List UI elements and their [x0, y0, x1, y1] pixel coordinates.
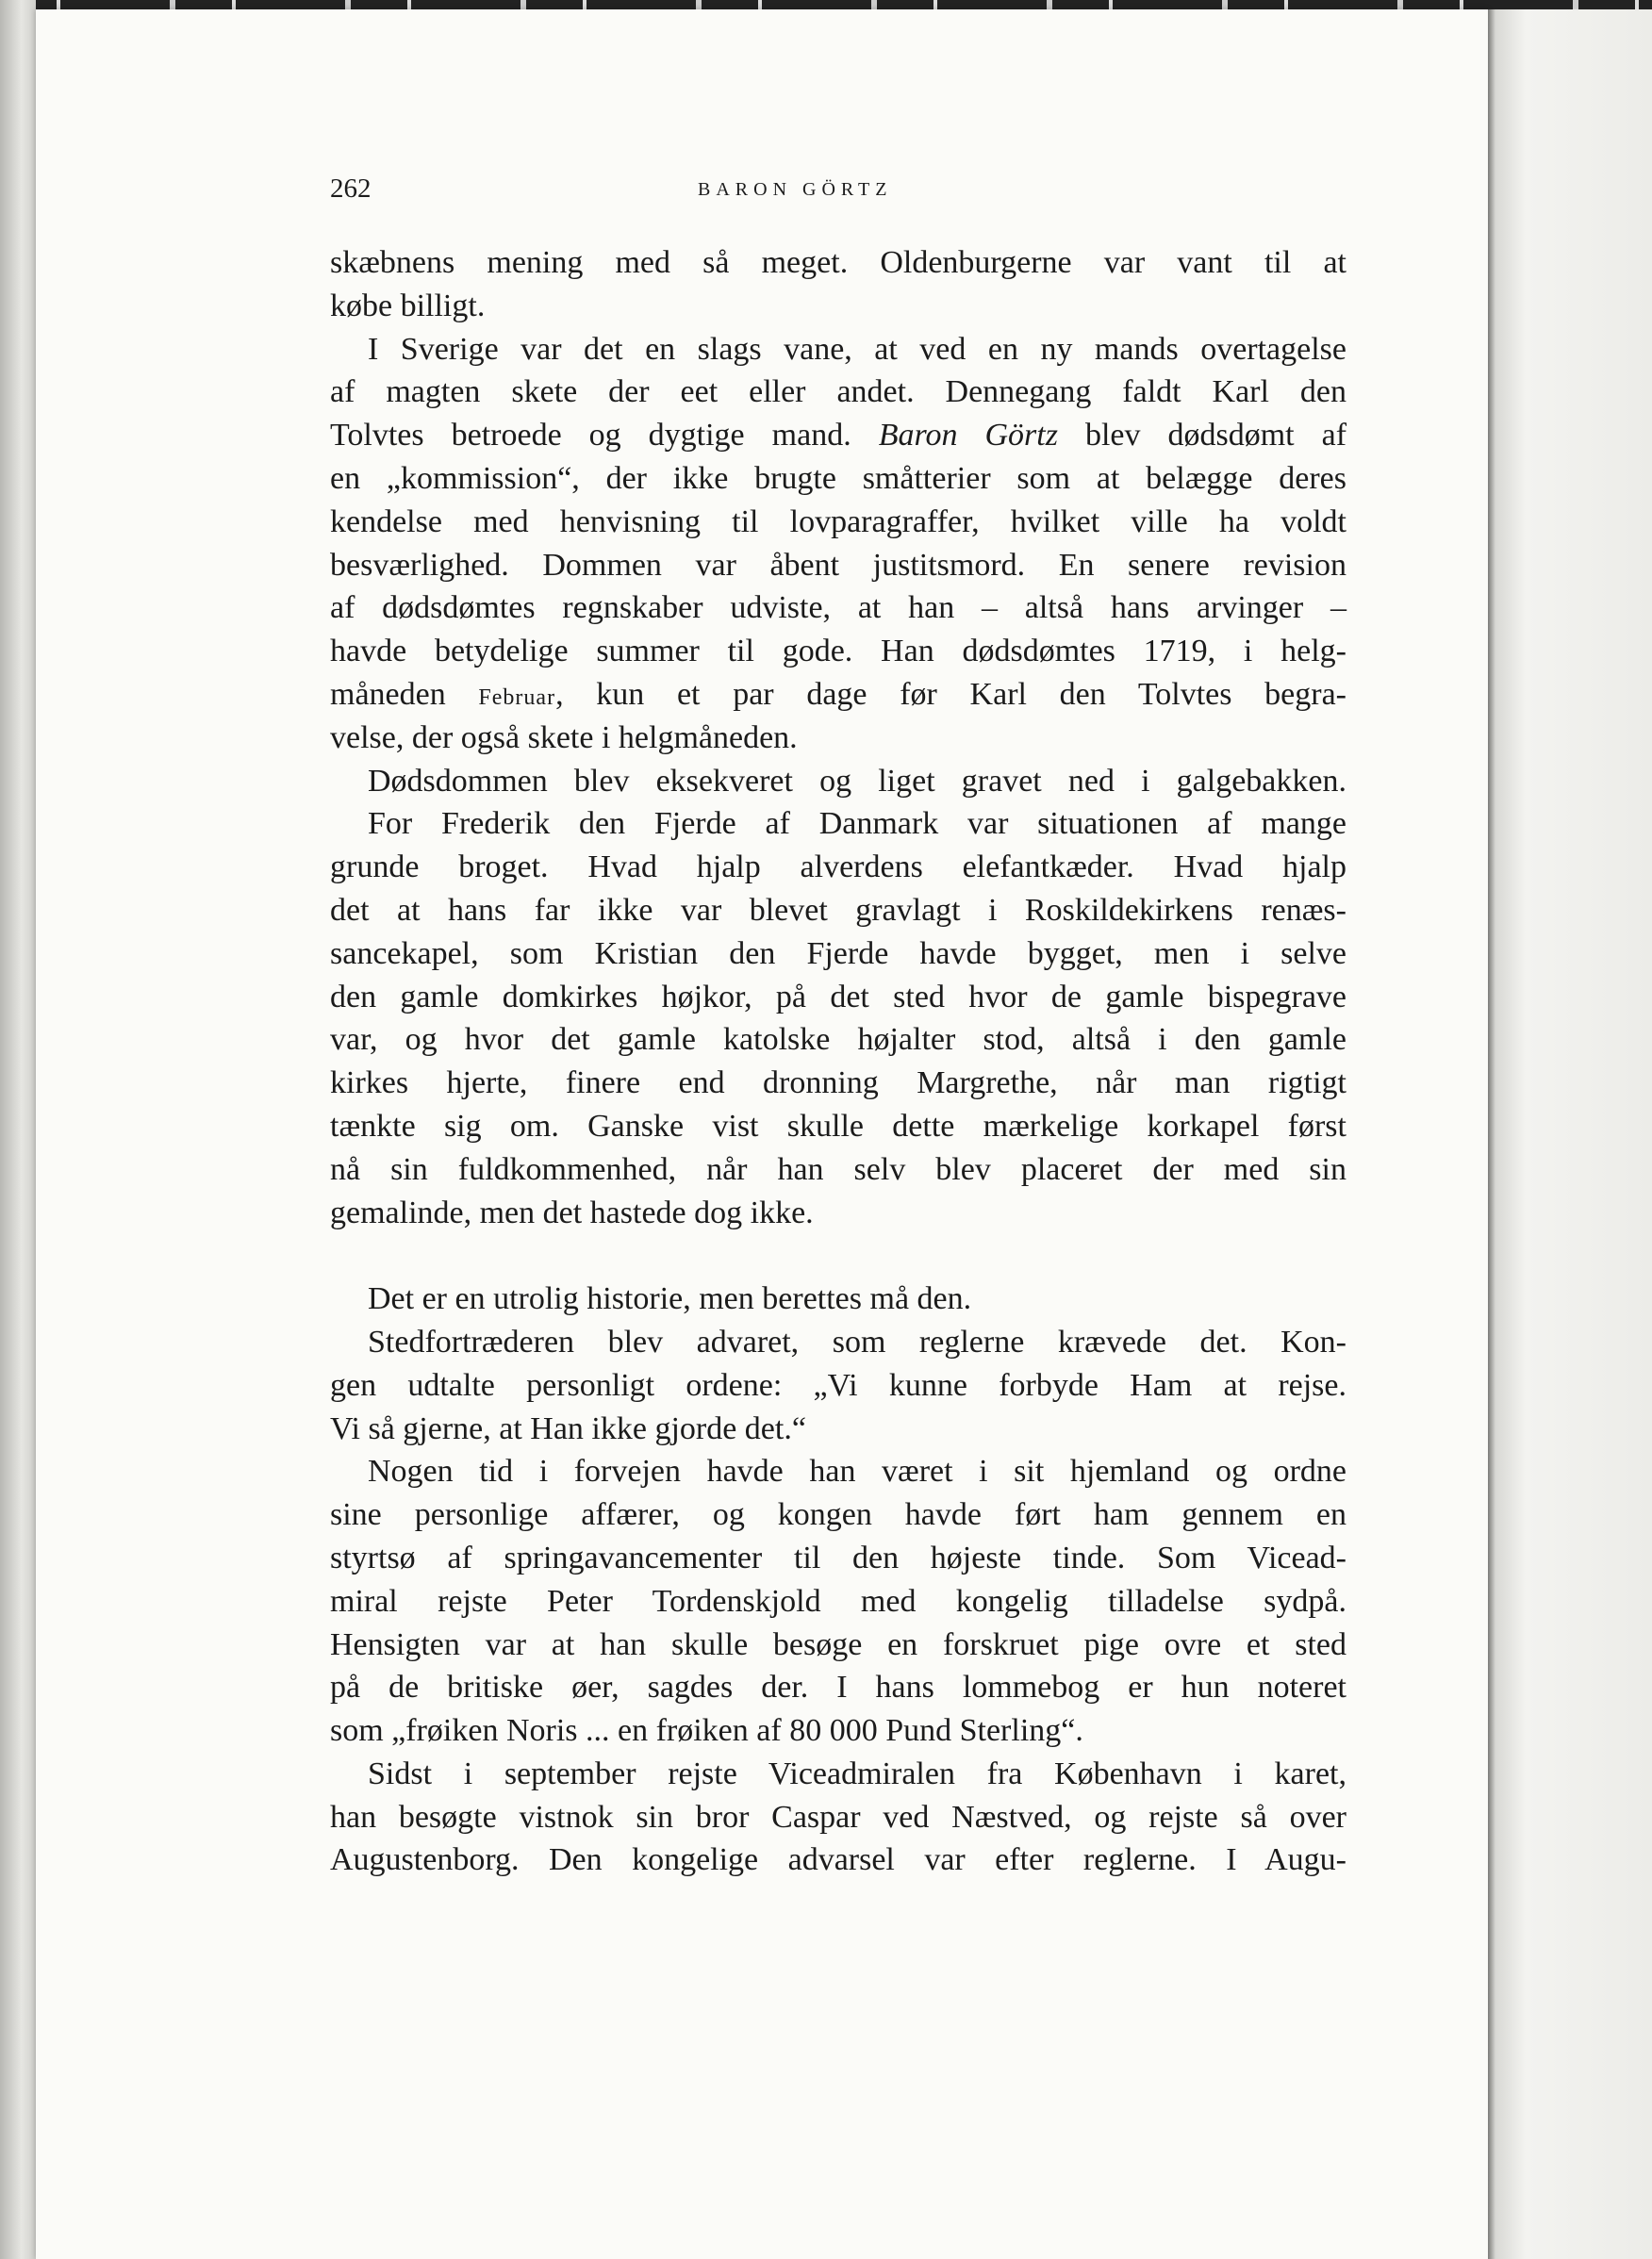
text-fragment: måneden	[330, 676, 446, 712]
text-fragment: Tolvtes betroede og dygtige mand.	[330, 418, 851, 453]
text-line: Sidst i september rejste Viceadmiralen fra København i karet,	[368, 1756, 1346, 1791]
text-line: besværlighed. Dommen var åbent justitsmord. En senere revision	[330, 547, 1346, 583]
text-line: af magten skete der eet eller andet. Dennegang faldt Karl den	[330, 374, 1346, 410]
section-break	[330, 1234, 1346, 1278]
text-line: styrtsø af springavancementer til den højeste tinde. Som Vicead-	[330, 1540, 1346, 1575]
running-title: BARON GÖRTZ	[698, 179, 893, 200]
page-number: 262	[330, 173, 372, 204]
text-line: grunde broget. Hvad hjalp alverdens elefantkæder. Hvad hjalp	[330, 849, 1346, 885]
text-line	[330, 673, 1346, 717]
text-line: han besøgte vistnok sin bror Caspar ved Næstved, og rejste så over	[330, 1799, 1346, 1835]
text-line: velse, der også skete i helgmåneden.	[330, 719, 798, 755]
body-text	[330, 241, 1346, 1882]
text-line: Vi så gjerne, at Han ikke gjorde det.“	[330, 1410, 806, 1446]
text-line: af dødsdømtes regnskaber udviste, at han – altså hans arvinger –	[330, 590, 1346, 626]
book-left-edge	[0, 0, 36, 2259]
text-line: på de britiske øer, sagdes der. I hans lommebog er hun noteret	[330, 1670, 1346, 1706]
text-line: en „kommission“, der ikke brugte småtterier som at belægge deres	[330, 460, 1346, 496]
text-line: det at hans far ikke var blevet gravlagt i Roskildekirkens renæs-	[330, 892, 1346, 928]
text-line: Stedfortræderen blev advaret, som reglerne krævede det. Kon-	[368, 1324, 1346, 1360]
text-line: For Frederik den Fjerde af Danmark var situationen af mange	[368, 806, 1346, 842]
text-line: var, og hvor det gamle katolske højalter stod, altså i den gamle	[330, 1022, 1346, 1058]
book-gutter	[1488, 9, 1652, 2259]
text-line: kendelse med henvisning til lovparagraffer, hvilket ville ha voldt	[330, 503, 1346, 539]
text-line: skæbnens mening med så meget. Oldenburgerne var vant til at	[330, 245, 1346, 280]
text-line: den gamle domkirkes højkor, på det sted hvor de gamle bispegrave	[330, 979, 1346, 1014]
text-line: gen udtalte personligt ordene: „Vi kunne forbyde Ham at rejse.	[330, 1367, 1346, 1403]
text-line: Hensigten var at han skulle besøge en forskruet pige ovre et sted	[330, 1626, 1346, 1662]
text-line: miral rejste Peter Tordenskjold med kongelig tilladelse sydpå.	[330, 1583, 1346, 1619]
text-line: sine personlige affærer, og kongen havde ført ham gennem en	[330, 1497, 1346, 1533]
text-line: nå sin fuldkommenhed, når han selv blev placeret der med sin	[330, 1151, 1346, 1187]
text-line: Augustenborg. Den kongelige advarsel var efter reglerne. I Augu-	[330, 1842, 1346, 1878]
text-line: gemalinde, men det hastede dog ikke.	[330, 1195, 814, 1230]
text-line: Det er en utrolig historie, men berettes må den.	[368, 1281, 972, 1317]
text-fragment: blev dødsdømt af	[1084, 418, 1347, 453]
text-line: som „frøiken Noris ... en frøiken af 80 000 Pund Sterling“.	[330, 1713, 1083, 1749]
text-line: Nogen tid i forvejen havde han været i sit hjemland og ordne	[368, 1454, 1346, 1490]
text-line	[330, 414, 1346, 457]
book-top-edge	[0, 0, 1652, 9]
text-fragment: , kun et par dage før Karl den Tolvtes begra-	[555, 676, 1346, 712]
text-line: I Sverige var det en slags vane, at ved en ny mands overtagelse	[368, 331, 1346, 367]
text-line: havde betydelige summer til gode. Han dødsdømtes 1719, i helg-	[330, 634, 1346, 669]
running-head	[330, 173, 1367, 211]
text-line: købe billigt.	[330, 288, 486, 323]
text-line: tænkte sig om. Ganske vist skulle dette mærkelige korkapel først	[330, 1108, 1346, 1144]
text-line: kirkes hjerte, finere end dronning Margrethe, når man rigtigt	[330, 1065, 1346, 1101]
text-line: Dødsdommen blev eksekveret og liget gravet ned i galgebakken.	[368, 763, 1346, 799]
small-caps-month: Februar	[478, 684, 556, 710]
italic-name: Baron Görtz	[878, 418, 1058, 453]
text-line: sancekapel, som Kristian den Fjerde havde bygget, men i selve	[330, 935, 1346, 971]
